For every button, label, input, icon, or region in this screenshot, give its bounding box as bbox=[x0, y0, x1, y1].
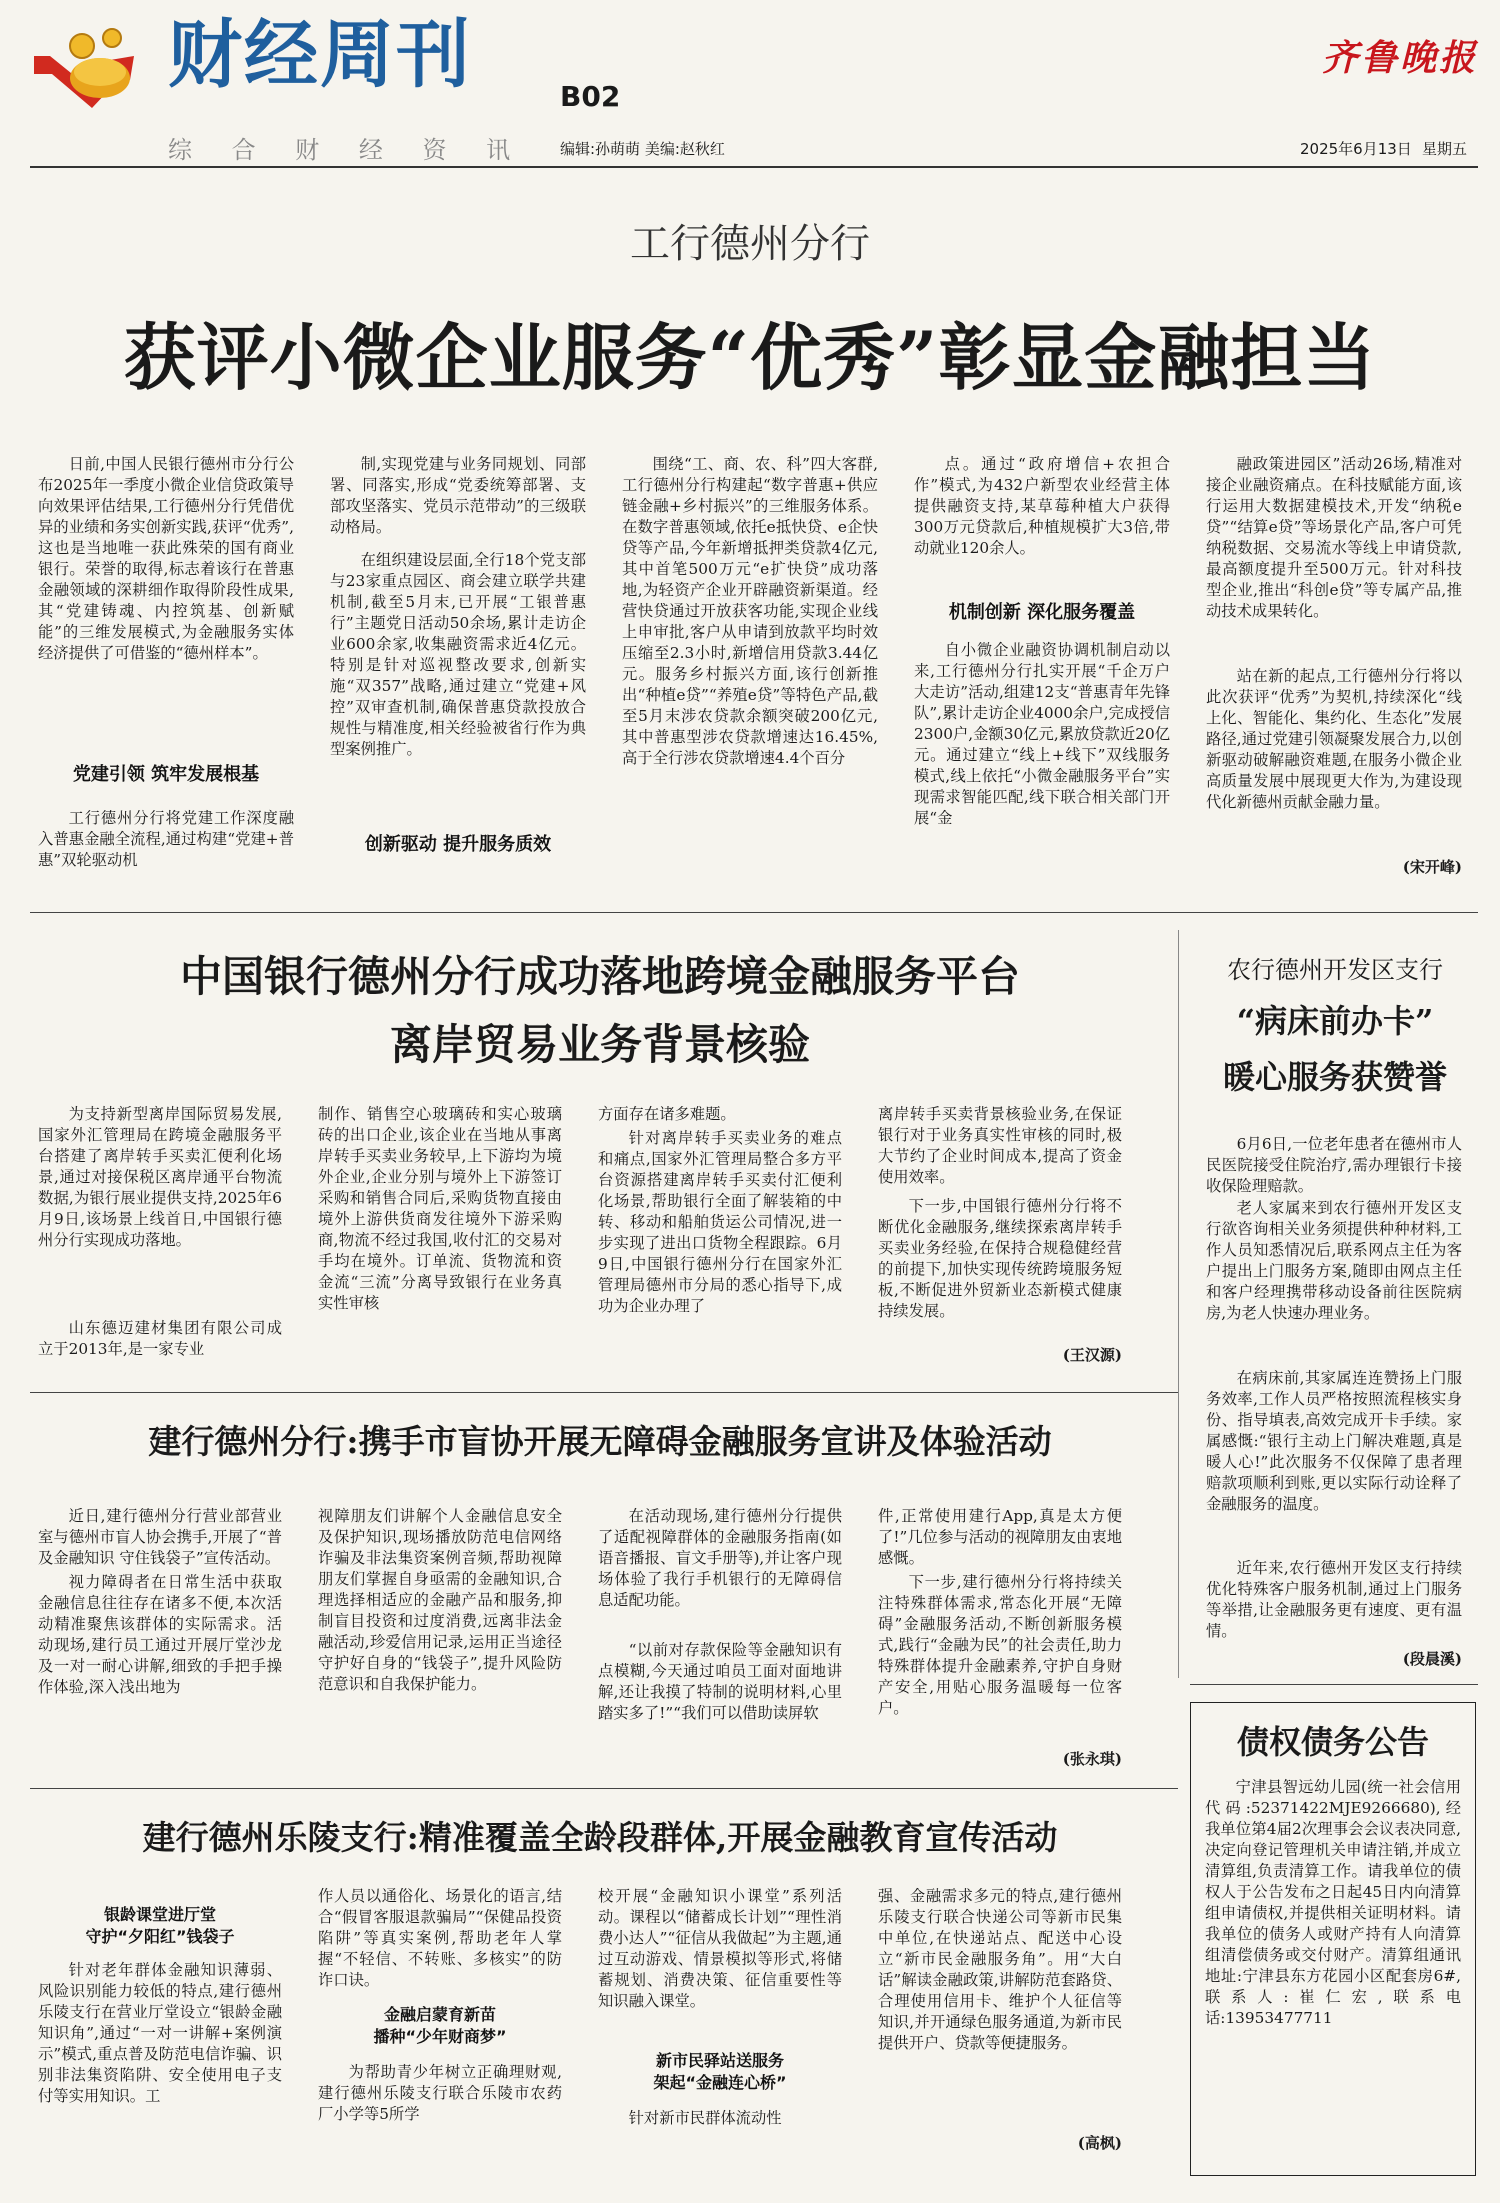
subheading-line: 金融启蒙育新苗 bbox=[383, 2005, 496, 2024]
article-column bbox=[878, 1104, 1122, 1194]
article-column bbox=[38, 1960, 282, 2180]
paragraph: 为支持新型离岸国际贸易发展,国家外汇管理局在跨境金融服务平台搭建了离岸转手买卖汇便利化场景,通过对接保税区离岸通平台物流数据,为银行展业提供支持,2025年6月9日,该场景上线首日,中国银行德州分行实现成功落地。 bbox=[38, 1105, 282, 1249]
byline: (段晨溪) bbox=[1402, 1650, 1462, 1668]
paragraph: 制,实现党建与业务同规划、同部署、同落实,形成“党委统筹部署、支部攻坚落实、党员示范带动”的三级联动格局。 bbox=[330, 455, 586, 536]
article-column bbox=[1206, 1558, 1462, 1646]
subheading bbox=[318, 2004, 562, 2048]
paragraph: 强、金融需求多元的特点,建行德州乐陵支行联合快递公司等新市民集中单位,在快递站点、配送中心设立“新市民金融服务角”。用“大白话”解读金融政策,讲解防范套路贷、合理使用信用卡、维护个人征信等知识,并开通绿色服务通道,为新市民提供开户、贷款等便捷服务。 bbox=[878, 1887, 1122, 2052]
issue-weekday: 星期五 bbox=[1422, 140, 1468, 158]
column-divider bbox=[1178, 930, 1179, 1678]
paragraph: 件,正常使用建行App,真是太方便了!”几位参与活动的视障朋友由衷地感慨。 bbox=[878, 1507, 1122, 1567]
article-column bbox=[38, 808, 294, 878]
paragraph: 制作、销售空心玻璃砖和实心玻璃砖的出口企业,该企业在当地从事离岸转手买卖业务较早,上下游均为境外企业,企业分别与境外上下游签订采购和销售合同后,采购货物直接由境外上游供货商发往境外下游采购商,物流不经过我国,收付汇的交易对手均在境外。订单流、货物流和资金流“三流”分离导致银行在业务真实性审核 bbox=[318, 1105, 562, 1312]
paragraph: 自小微企业融资协调机制启动以来,工行德州分行扎实开展“千企万户大走访”活动,组建12支“普惠青年先锋队”,累计走访企业4000余户,完成授信2300户,金额30亿元,累放贷款近20亿元。通过建立“线上+线下”双线服务模式,线上依托“小微金融服务平台”实现需求智能匹配,线下联合相关部门开展“金 bbox=[914, 641, 1170, 827]
masthead-rule bbox=[30, 166, 1478, 168]
paragraph: 点。通过“政府增信+农担合作”模式,为432户新型农业经营主体提供融资支持,某草莓种植大户获得300万元贷款后,种植规模扩大3倍,带动就业120余人。 bbox=[914, 455, 1170, 557]
paragraph: 在病床前,其家属连连赞扬上门服务效率,工作人员严格按照流程核实身份、指导填表,高效完成开卡手续。家属感慨:“银行主动上门解决难题,真是暖人心!”此次服务不仅保障了患者理赔款项顺利到账,更以实际行动诠释了金融服务的温度。 bbox=[1206, 1369, 1462, 1513]
article-column bbox=[38, 1506, 282, 1572]
article-column bbox=[878, 1886, 1122, 2130]
byline: (宋开峰) bbox=[1402, 858, 1462, 876]
paragraph: 下一步,中国银行德州分行将不断优化金融服务,继续探索离岸转手买卖业务经验,在保持合规稳健经营的前提下,加快实现传统跨境服务短板,不断促进外贸新业态新模式健康持续发展。 bbox=[878, 1197, 1122, 1320]
paragraph: 为帮助青少年树立正确理财观,建行德州乐陵支行联合乐陵市农药厂小学等5所学 bbox=[318, 2063, 562, 2123]
paragraph: 方面存在诸多难题。 bbox=[598, 1105, 736, 1123]
article-headline: “病床前办卡” bbox=[1236, 1002, 1434, 1040]
article-kicker: 农行德州开发区支行 bbox=[1227, 956, 1443, 984]
paragraph: 校开展“金融知识小课堂”系列活动。课程以“储蓄成长计划”“理性消费小达人”“征信从我做起”为主题,通过互动游戏、情景模拟等形式,将储蓄规划、消费决策、征信重要性等知识融入课堂。 bbox=[598, 1887, 842, 2010]
article-kicker: 工行德州分行 bbox=[630, 221, 870, 267]
paragraph: 下一步,建行德州分行将持续关注特殊群体需求,常态化开展“无障碍”金融服务活动,不断创新服务模式,践行“金融为民”的社会责任,助力特殊群体提升金融素养,守护自身财产安全,用贴心服务温暖每一位客户。 bbox=[878, 1573, 1122, 1717]
section-title: 财经周刊 bbox=[168, 12, 472, 98]
article-column bbox=[1206, 1368, 1462, 1558]
article-column bbox=[330, 550, 586, 810]
article-column bbox=[1206, 454, 1462, 644]
paragraph: 视力障碍者在日常生活中获取金融信息往往存在诸多不便,本次活动精准聚焦该群体的实际需求。活动现场,建行员工通过开展厅堂沙龙及一对一耐心讲解,细致的手把手操作体验,深入浅出地为 bbox=[38, 1573, 282, 1696]
article-column bbox=[318, 2062, 562, 2152]
subheading-line: 播种“少年财商梦” bbox=[373, 2027, 507, 2046]
article-column bbox=[878, 1572, 1122, 1742]
paragraph: 老人家属来到农行德州开发区支行欲咨询相关业务须提供种种材料,工作人员知悉情况后,联系网点主任为客户提出上门服务方案,随即由网点主任和客户经理携带移动设备前往医院病房,为老人快速办理业务。 bbox=[1206, 1199, 1462, 1322]
article-column bbox=[1206, 1198, 1462, 1368]
article-column bbox=[38, 1572, 282, 1766]
article-headline: 中国银行德州分行成功落地跨境金融服务平台 bbox=[179, 952, 1020, 1001]
paragraph: 视障朋友们讲解个人金融信息安全及保护知识,现场播放防范电信网络诈骗及非法集资案例音频,帮助视障朋友们掌握自身亟需的金融知识,合理选择相适应的金融产品和服务,抑制盲目投资和过度消费,远离非法金融活动,珍爱信用记录,运用正当途径守护好自身的“钱袋子”,提升风险防范意识和自我保护能力。 bbox=[318, 1507, 562, 1693]
paragraph: 离岸转手买卖背景核验业务,在保证银行对于业务真实性审核的同时,极大节约了企业时间成本,提高了资金使用效率。 bbox=[878, 1105, 1122, 1186]
article-column bbox=[38, 1104, 282, 1316]
article-headline: 暖心服务获赞誉 bbox=[1222, 1058, 1447, 1096]
article-column bbox=[1206, 1134, 1462, 1198]
issue-date: 2025年6月13日 bbox=[1300, 140, 1412, 158]
paragraph: “以前对存款保险等金融知识有点模糊,今天通过咱员工面对面地讲解,还让我摸了特制的说明材料,心里踏实多了!”“我们可以借助读屏软 bbox=[598, 1641, 842, 1722]
article-column bbox=[318, 1886, 562, 1989]
article-column bbox=[878, 1506, 1122, 1572]
article-column bbox=[598, 1640, 842, 1768]
byline: (王汉源) bbox=[1062, 1346, 1122, 1364]
subheading-line: 银龄课堂进厅堂 bbox=[103, 1905, 216, 1924]
subheading-line: 架起“金融连心桥” bbox=[653, 2073, 787, 2092]
article-column bbox=[318, 1104, 562, 1364]
paragraph: 针对离岸转手买卖业务的难点和痛点,国家外汇管理局整合多方平台资源搭建离岸转手买卖付汇便利化场景,帮助银行全面了解装箱的中转、移动和船舶货运公司情况,进一步实现了进出口货物全程跟踪。6月9日,中国银行德州分行在国家外汇管理局德州市分局的悉心指导下,成功为企业办理了 bbox=[598, 1129, 842, 1315]
article-column bbox=[914, 640, 1170, 878]
paragraph: 6月6日,一位老年患者在德州市人民医院接受住院治疗,需办理银行卡接收保险理赔款。 bbox=[1206, 1135, 1462, 1195]
paragraph: 在活动现场,建行德州分行提供了适配视障群体的金融服务指南(如语音播报、盲文手册等),并让客户现场体验了我行手机银行的无障碍信息适配功能。 bbox=[598, 1507, 842, 1609]
subheading: 机制创新 深化服务覆盖 bbox=[948, 602, 1136, 623]
paragraph: 针对新市民群体流动性 bbox=[628, 2109, 782, 2127]
section-divider bbox=[30, 912, 1478, 913]
paragraph: 围绕“工、商、农、科”四大客群,工行德州分行构建起“数字普惠+供应链金融+乡村振兴”的三维服务体系。在数字普惠领域,依托e抵快贷、e企快贷等产品,今年新增抵押类贷款4亿元,其中首笔500万元“e扩快贷”成功落地,为轻资产企业开辟融资新渠道。经营快贷通过开放获客功能,实现企业线上申审批,客户从申请到放款平均时效压缩至2.3小时,新增信用贷款3.44亿元。服务乡村振兴方面,该行创新推出“种植e贷”“养殖e贷”等特色产品,截至5月末涉农贷款余额突破200亿元,其中普惠型涉农贷款增速达16.45%,高于全行涉农贷款增速4.4个百分 bbox=[622, 455, 878, 767]
article-column bbox=[38, 1318, 282, 1362]
debt-notice-box bbox=[1190, 1702, 1476, 2176]
subheading: 创新驱动 提升服务质效 bbox=[364, 834, 552, 855]
newspaper-logo: 齐鲁晚报 bbox=[1321, 37, 1478, 79]
subheading-line: 新市民驿站送服务 bbox=[655, 2051, 784, 2070]
article-column bbox=[598, 1104, 842, 1128]
article-headline: 离岸贸易业务背景核验 bbox=[389, 1020, 810, 1069]
paragraph: 针对老年群体金融知识薄弱、风险识别能力较低的特点,建行德州乐陵支行在营业厅堂设立“银龄金融知识角”,通过“一对一讲解+案例演示”模式,重点普及防范电信诈骗、识别非法集资陷阱、安全使用电子支付等实用知识。工 bbox=[38, 1961, 282, 2105]
paragraph: 工行德州分行将党建工作深度融入普惠金融全流程,通过构建“党建+普惠”双轮驱动机 bbox=[38, 809, 294, 869]
article-column bbox=[598, 1886, 842, 2024]
notice-title: 债权债务公告 bbox=[1236, 1723, 1429, 1761]
subheading bbox=[598, 2050, 842, 2094]
article-headline: 获评小微企业服务“优秀”彰显金融担当 bbox=[123, 315, 1377, 400]
article-column bbox=[318, 1506, 562, 1768]
paragraph: 作人员以通俗化、场景化的语言,结合“假冒客服退款骗局”“保健品投资陷阱”等真实案例,帮助老年人掌握“不轻信、不转账、多核实”的防诈口诀。 bbox=[318, 1887, 562, 1989]
article-column bbox=[330, 454, 586, 544]
section-slogan: 综 合 财 经 资 讯 bbox=[168, 136, 527, 164]
paragraph: 近年来,农行德州开发区支行持续优化特殊客户服务机制,通过上门服务等举措,让金融服务更有速度、更有温情。 bbox=[1206, 1559, 1462, 1640]
subheading-line: 守护“夕阳红”钱袋子 bbox=[85, 1927, 235, 1946]
editors-credit: 编辑:孙萌萌 美编:赵秋红 bbox=[560, 140, 725, 158]
byline: (张永琪) bbox=[1062, 1750, 1122, 1768]
subheading: 党建引领 筑牢发展根基 bbox=[72, 764, 260, 785]
subheading bbox=[38, 1904, 282, 1948]
paragraph: 近日,建行德州分行营业部营业室与德州市盲人协会携手,开展了“普及金融知识 守住钱袋子”宣传活动。 bbox=[38, 1507, 282, 1567]
paragraph: 站在新的起点,工行德州分行将以此次获评“优秀”为契机,持续深化“线上化、智能化、集约化、生态化”发展路径,通过党建引领凝聚发展合力,以创新驱动破解融资难题,在服务小微企业高质量发展中展现更大作为,为建设现代化新德州贡献金融力量。 bbox=[1206, 667, 1462, 811]
coin-growth-logo-icon bbox=[30, 16, 150, 116]
section-divider bbox=[1190, 1684, 1478, 1685]
article-column bbox=[878, 1196, 1122, 1346]
article-headline: 建行德州分行:携手市盲协开展无障碍金融服务宣讲及体验活动 bbox=[148, 1422, 1052, 1461]
page-number: B02 bbox=[560, 80, 621, 113]
article-column bbox=[914, 454, 1170, 584]
notice-body: 宁津县智远幼儿园(统一社会信用代码:52371422MJE9266680),经我单位第4届2次理事会会议表决同意,决定向登记管理机关申请注销,并成立清算组,负责清算工作。请我单位的债权人于公告发布之日起45日内向清算组申请债权,并提供相关证明材料。请我单位的债务人或财产持有人向清算组清偿债务或交付财产。清算组通讯地址:宁津县东方花园小区配套房6#,联系人:崔仁宏,联系电话:13953477711 bbox=[1205, 1778, 1461, 2027]
article-column bbox=[38, 454, 294, 724]
article-column bbox=[598, 2108, 842, 2152]
paragraph: 在组织建设层面,全行18个党支部与23家重点园区、商会建立联学共建机制,截至5月末,已开展“工银普惠行”主题党日活动50余场,累计走访企业600余家,收集融资需求近4亿元。特别是针对巡视整改要求,创新实施“双357”战略,通过建立“党建+风控”双审查机制,确保普惠贷款投放合规性与精准度,相关经验被省行作为典型案例推广。 bbox=[330, 551, 586, 758]
paragraph: 融政策进园区”活动26场,精准对接企业融资痛点。在科技赋能方面,该行运用大数据建模技术,开发“纳税e贷”“结算e贷”等场景化产品,客户可凭纳税数据、交易流水等线上申请贷款,最高额度提升至500万元。针对科技型企业,推出“科创e贷”等专属产品,推动技术成果转化。 bbox=[1206, 455, 1462, 620]
article-column bbox=[1206, 666, 1462, 856]
paragraph: 山东德迈建材集团有限公司成立于2013年,是一家专业 bbox=[38, 1319, 282, 1358]
article-headline: 建行德州乐陵支行:精准覆盖全龄段群体,开展金融教育宣传活动 bbox=[142, 1818, 1058, 1857]
byline: (高枫) bbox=[1077, 2134, 1122, 2152]
paragraph: 日前,中国人民银行德州市分行公布2025年一季度小微企业信贷政策导向效果评估结果,工行德州分行凭借优异的业绩和务实创新实践,获评“优秀”,这也是当地唯一获此殊荣的国有商业银行。荣誉的取得,标志着该行在普惠金融领域的深耕细作取得阶段性成果,其“党建铸魂、内控筑基、创新赋能”的三维发展模式,为金融服务实体经济提供了可借鉴的“德州样本”。 bbox=[38, 455, 294, 662]
article-column bbox=[598, 1506, 842, 1636]
section-divider bbox=[30, 1392, 1178, 1393]
section-divider bbox=[30, 1788, 1178, 1789]
article-column bbox=[622, 454, 878, 878]
article-column bbox=[598, 1128, 842, 1364]
